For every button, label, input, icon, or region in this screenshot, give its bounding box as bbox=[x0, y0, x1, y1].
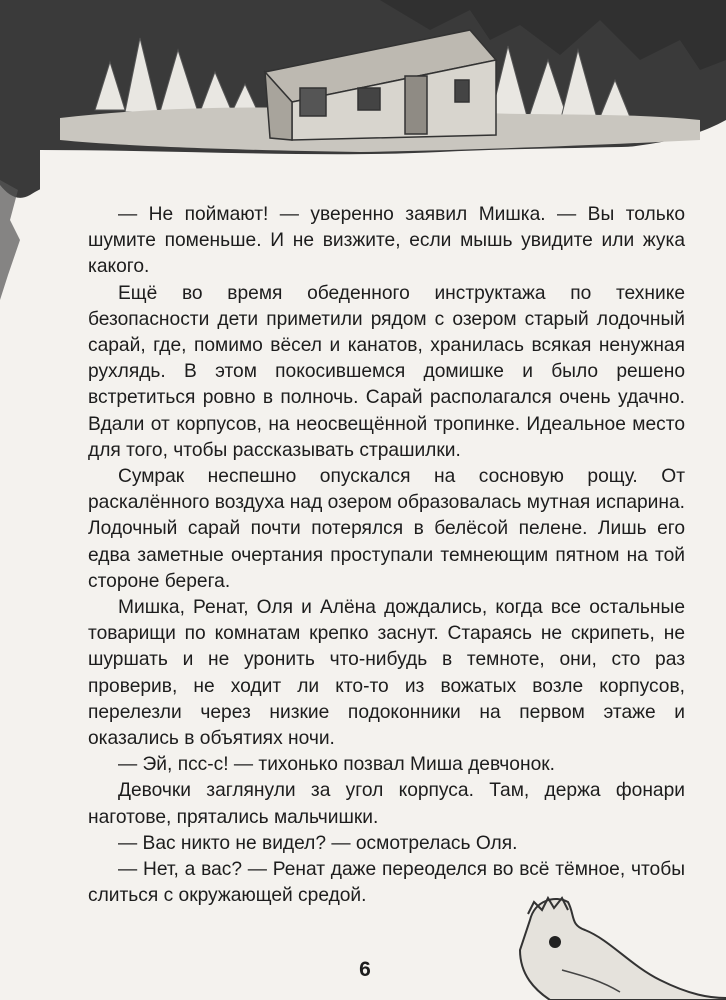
paragraph: Сумрак неспешно опускался на сосновую рощу. От раскалённого воздуха над озером образовалась мутная испарина. Лодочный сарай почти потерялся в белёсой пелене. Лишь его едва заметные очертания проступали темнеющим пятном на той стороне берега. bbox=[88, 466, 685, 592]
left-shadow-decoration bbox=[0, 180, 40, 300]
paragraph: — Нет, а вас? — Ренат даже переоделся во всё тёмное, чтобы слиться с окружающей средой. bbox=[88, 859, 685, 907]
paragraph: Девочки заглянули за угол корпуса. Там, держа фонари наготове, прятались мальчишки. bbox=[88, 780, 685, 828]
paragraph: — Не поймают! — уверенно заявил Мишка. — Вы только шумите поменьше. И не визжите, если мышь увидите или жука какого. bbox=[88, 204, 685, 278]
paragraph: — Вас никто не видел? — осмотрелась Оля. bbox=[118, 832, 518, 854]
page-number: 6 bbox=[359, 958, 371, 981]
paragraph: Ещё во время обеденного инструктажа по технике безопасности дети приметили рядом с озером старый лодочный сарай, где, помимо вёсел и канатов, хранилась всякая ненужная рухлядь. В этом покосившемся домишке и было решено встретиться ровно в полночь. Сарай располагался очень удачно. Вдали от корпусов, на неосвещённой тропинке. Идеальное место для того, чтобы рассказывать страшилки. bbox=[88, 282, 685, 461]
paragraph: Мишка, Ренат, Оля и Алёна дождались, когда все остальные товарищи по комнатам крепко заснут. Стараясь не скрипеть, не шуршать и не уронить что-нибудь в темноте, они, сто раз проверив, не ходит ли кто-то из вожатых возле корпусов, перелезли через низкие подоконники на первом этаже и оказались в объятиях ночи. bbox=[88, 597, 685, 750]
paragraph: — Эй, псс-с! — тихонько позвал Миша девчонок. bbox=[118, 754, 555, 776]
story-text bbox=[88, 202, 685, 909]
boathouse-illustration bbox=[0, 0, 726, 200]
